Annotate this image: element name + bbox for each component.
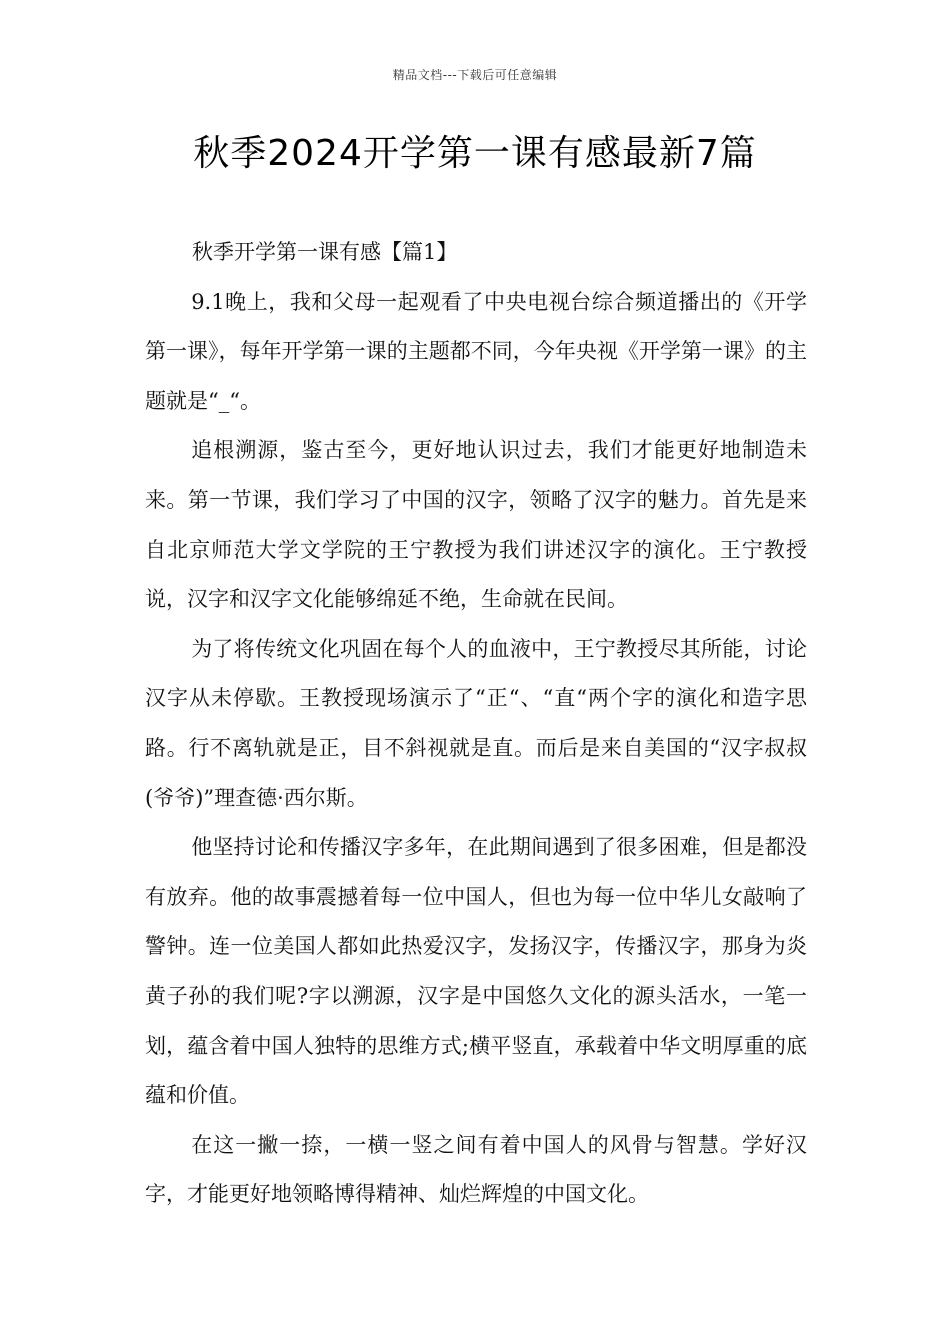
header-note: 精品文档---下载后可任意编辑: [392, 68, 558, 82]
section-heading: 秋季开学第一课有感【篇1】: [192, 240, 458, 264]
paragraph-1: 9.1晚上，我和父母一起观看了中央电视台综合频道播出的《开学第一课》，每年开学第一课的主题都不同，今年央视《开学第一课》的主题就是“_“。: [145, 289, 807, 413]
document-body: [145, 228, 807, 1220]
paragraph-2: 追根溯源，鉴古至今，更好地认识过去，我们才能更好地制造未来。第一节课，我们学习了中国的汉字，领略了汉字的魅力。首先是来自北京师范大学文学院的王宁教授为我们讲述汉字的演化。王宁教授说，汉字和汉字文化能够绵延不绝，生命就在民间。: [145, 438, 807, 612]
paragraph-5: 在这一撇一捺，一横一竖之间有着中国人的风骨与智慧。学好汉字，才能更好地领略博得精神、灿烂辉煌的中国文化。: [145, 1132, 807, 1207]
document-title: 秋季2024开学第一课有感最新7篇: [193, 133, 757, 174]
paragraph-4: 他坚持讨论和传播汉字多年，在此期间遇到了很多困难，但是都没有放弃。他的故事震撼着每一位中国人，但也为每一位中华儿女敲响了警钟。连一位美国人都如此热爱汉字，发扬汉字，传播汉字，那身为炎黄子孙的我们呢?字以溯源，汉字是中国悠久文化的源头活水，一笔一划，蕴含着中国人独特的思维方式;横平竖直，承载着中华文明厚重的底蕴和价值。: [145, 835, 807, 1108]
paragraph-3: 为了将传统文化巩固在每个人的血液中，王宁教授尽其所能，讨论汉字从未停歇。王教授现场演示了“正“、“直“两个字的演化和造字思路。行不离轨就是正，目不斜视就是直。而后是来自美国的“汉字叔叔(爷爷)”理查德·西尔斯。: [145, 636, 807, 810]
